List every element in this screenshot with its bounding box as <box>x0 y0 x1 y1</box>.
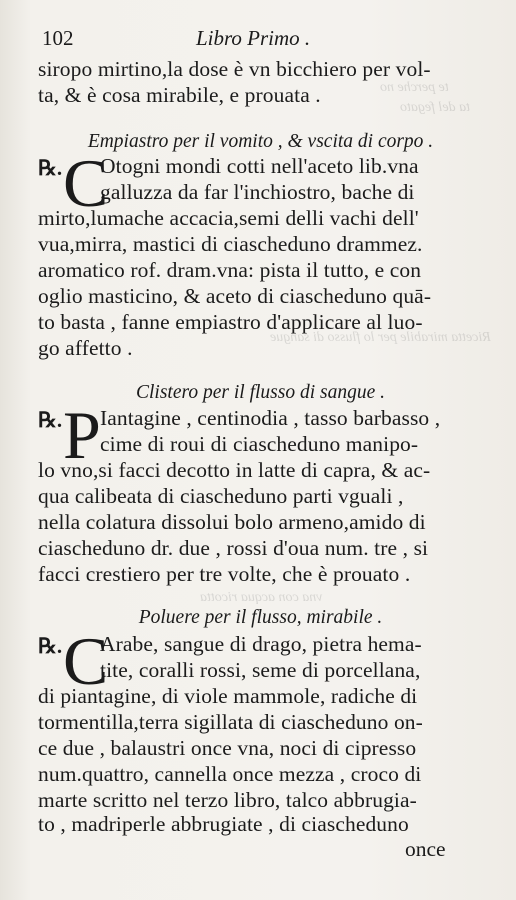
text-line: di piantagine, di viole mammole, radiche di <box>38 684 418 708</box>
drop-capital: C <box>63 145 109 221</box>
text-line: oglio masticino, & aceto di ciascheduno quā- <box>38 284 432 308</box>
text-line: lo vno,si facci decotto in latte di capra, & ac- <box>38 458 431 482</box>
text-line: galluzza da far l'inchiostro, bache di <box>100 180 415 204</box>
text-line: Iantagine , centinodia , tasso barbasso , <box>100 406 441 430</box>
text-line: aromatico rof. dram.vna: pista il tutto, e con <box>38 258 422 282</box>
text-line: num.quattro, cannella once mezza , croco di <box>38 762 422 786</box>
bleed-through: te perche no <box>380 80 449 95</box>
catchword: once <box>405 837 446 861</box>
text-line: tormentilla,terra sigillata di ciascheduno on- <box>38 710 423 734</box>
text-line: siropo mirtino,la dose è vn bicchiero per vol- <box>38 57 431 81</box>
text-line: mirto,lumache accacia,semi delli vachi dell' <box>38 206 419 230</box>
recipe-symbol: ℞. <box>38 156 63 180</box>
text-line: vua,mirra, mastici di ciascheduno drammez. <box>38 232 423 256</box>
text-line: ciascheduno dr. due , rossi d'oua num. tre , si <box>38 536 429 560</box>
text-line: facci crestiero per tre volte, che è prouato . <box>38 562 411 586</box>
bleed-through: vna con acqua ricotta <box>200 590 323 605</box>
section-heading: Poluere per il flusso, mirabile . <box>138 607 383 628</box>
bleed-through: ta del fegato <box>400 100 470 115</box>
text-line: cime di roui di ciascheduno manipo- <box>100 432 419 456</box>
text-line: qua calibeata di ciascheduno parti vguali , <box>38 484 404 508</box>
bleed-through: Ricetta mirabile per lo flusso di sangue <box>270 330 491 345</box>
text-line: nella colatura dissolui bolo armeno,amido di <box>38 510 426 534</box>
text-line: to , madriperle abbrugiate , di ciascheduno <box>38 812 409 836</box>
recipe-symbol: ℞. <box>38 634 63 658</box>
text-line: to basta , fanne empiastro d'applicare al luo- <box>38 310 423 334</box>
section-heading: Clistero per il flusso di sangue . <box>136 382 385 403</box>
drop-capital: C <box>63 623 109 699</box>
text-line: ce due , balaustri once vna, noci di cipresso <box>38 736 417 760</box>
text-line: Arabe, sangue di drago, pietra hema- <box>100 632 422 656</box>
page-header <box>38 26 478 50</box>
text-line: go affetto . <box>38 336 133 360</box>
text-line: tite, coralli rossi, seme di porcellana, <box>100 658 421 682</box>
drop-capital: P <box>63 397 101 473</box>
running-head: Libro Primo . <box>196 26 311 50</box>
text-line: marte scritto nel terzo libro, talco abbrugia- <box>38 788 417 812</box>
text-line: ta, & è cosa mirabile, e prouata . <box>38 83 321 107</box>
section-heading: Empiastro per il vomito , & vscita di corpo . <box>87 131 434 152</box>
recipe-symbol: ℞. <box>38 408 63 432</box>
text-line: Otogni mondi cotti nell'aceto lib.vna <box>100 154 419 178</box>
page-number: 102 <box>42 26 74 50</box>
